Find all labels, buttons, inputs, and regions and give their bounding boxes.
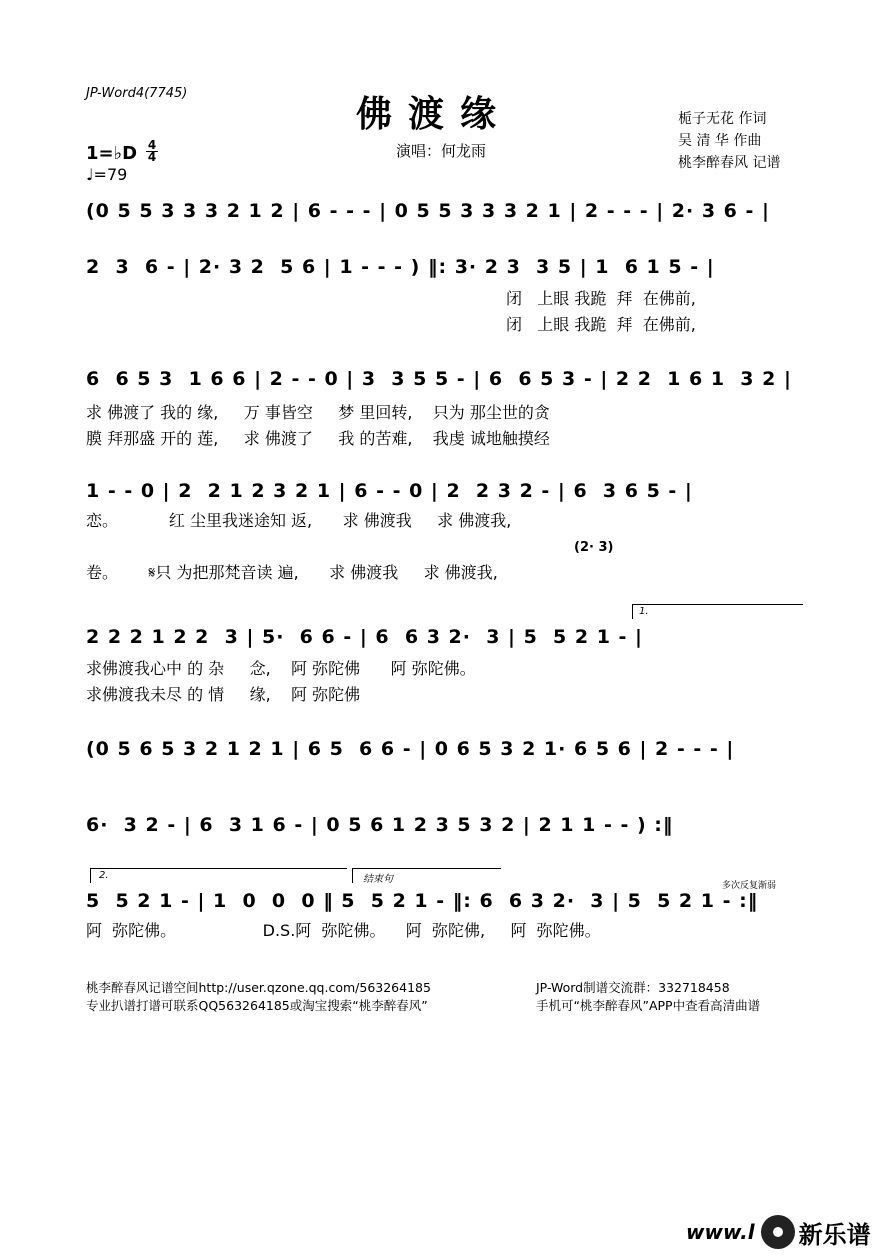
notation-line: 2 2 2 1 2 2 3 | 5· 6 6 - | 6 6 3 2· 3 | 5 5 2 1 - | [86, 626, 643, 648]
credits [678, 108, 780, 174]
time-bottom: 4 [147, 150, 157, 164]
footer-left-line-1: 桃李醉春风记谱空间http://user.qzone.qq.com/563264185 [86, 980, 431, 995]
lyric-verse-2: 闭 上眼 我跪 拜 在佛前, [506, 315, 696, 334]
notation-line: 6 6 5 3 1 6 6 | 2 - - 0 | 3 3 5 5 - | 6 6 5 3 - | 2 2 1 6 1 3 2 | [86, 368, 792, 390]
footer-left [86, 978, 431, 1014]
footer-right [536, 978, 760, 1014]
lyric-verse-1: 恋。 红 尘里我迷途知 返, 求 佛渡我 求 佛渡我, [86, 511, 512, 530]
key-signature: 1=♭D [86, 143, 138, 164]
tempo-marking: ♩=79 [86, 165, 128, 184]
ending-label: 结束句 [363, 874, 393, 885]
footer-left-line-2: 专业扒谱打谱可联系QQ563264185或淘宝搜索“桃李醉春风” [86, 998, 428, 1013]
footer-right-line-1: JP-Word制谱交流群：332718458 [536, 980, 730, 995]
lyric-verse-2: 求佛渡我未尽 的 情 缘, 阿 弥陀佛 [86, 685, 361, 704]
lyric-verse-1: 求佛渡我心中 的 杂 念, 阿 弥陀佛 阿 弥陀佛。 [86, 659, 476, 678]
lyric-verse-1: 求 佛渡了 我的 缘, 万 事皆空 梦 里回转, 只为 那尘世的贪 [86, 403, 550, 422]
volta-bracket [90, 868, 347, 883]
ending-bracket [352, 868, 501, 883]
watermark-brand: 新乐谱 [798, 1220, 871, 1249]
singer-label: 演唱：何龙雨 [396, 142, 487, 160]
notation-line: (0 5 5 3 3 3 2 1 2 | 6 - - - | 0 5 5 3 3 3 2 1 | 2 - - - | 2· 3 6 - | [86, 200, 770, 222]
composer-credit: 吴 清 华 作曲 [678, 133, 762, 149]
vinyl-logo-icon [761, 1215, 795, 1249]
notation-line: 2 3 6 - | 2· 3 2 5 6 | 1 - - - ) ‖: 3· 2 3 3 5 | 1 6 1 5 - | [86, 256, 715, 278]
notation-line: 5 5 2 1 - | 1 0 0 0 ‖ 5 5 2 1 - ‖: 6 6 3 2· 3 | 5 5 2 1 - :‖ [86, 890, 759, 912]
transcriber-credit: 桃李醉春风 记谱 [678, 155, 781, 171]
lyricist-credit: 栀子无花 作词 [678, 111, 767, 127]
notation-line: 6· 3 2 - | 6 3 1 6 - | 0 5 6 1 2 3 5 3 2 | 2 1 1 - - ) :‖ [86, 814, 674, 836]
time-signature [146, 140, 158, 163]
dynamic-note: 多次反复渐弱 [722, 881, 777, 891]
volta-bracket [632, 604, 803, 619]
notation-line: (0 5 6 5 3 2 1 2 1 | 6 5 6 6 - | 0 6 5 3 2 1· 6 5 6 | 2 - - - | [86, 738, 735, 760]
volta-label: 1. [639, 606, 649, 617]
watermark-url: www.l [686, 1220, 755, 1244]
time-top: 4 [147, 138, 157, 152]
footer-right-line-2: 手机可“桃李醉春风”APP中查看高清曲谱 [536, 998, 761, 1013]
lyric-verse-1: 阿 弥陀佛。 D.S.阿 弥陀佛。 阿 弥陀佛, 阿 弥陀佛。 [86, 921, 601, 940]
source-label: JP-Word4(7745) [86, 86, 188, 101]
alt-notes-annotation: (2· 3) [574, 540, 614, 555]
lyric-verse-2: 膜 拜那盛 开的 莲, 求 佛渡了 我 的苦难, 我虔 诚地触摸经 [86, 429, 550, 448]
lyric-verse-2: 卷。 𝄋只 为把那梵音读 遍, 求 佛渡我 求 佛渡我, [86, 563, 498, 582]
watermark [686, 1212, 882, 1252]
song-title: 佛渡缘 [356, 93, 513, 135]
volta-label: 2. [99, 870, 109, 881]
lyric-verse-1: 闭 上眼 我跪 拜 在佛前, [506, 289, 696, 308]
notation-line: 1 - - 0 | 2 2 1 2 3 2 1 | 6 - - 0 | 2 2 3 2 - | 6 3 6 5 - | [86, 480, 693, 502]
